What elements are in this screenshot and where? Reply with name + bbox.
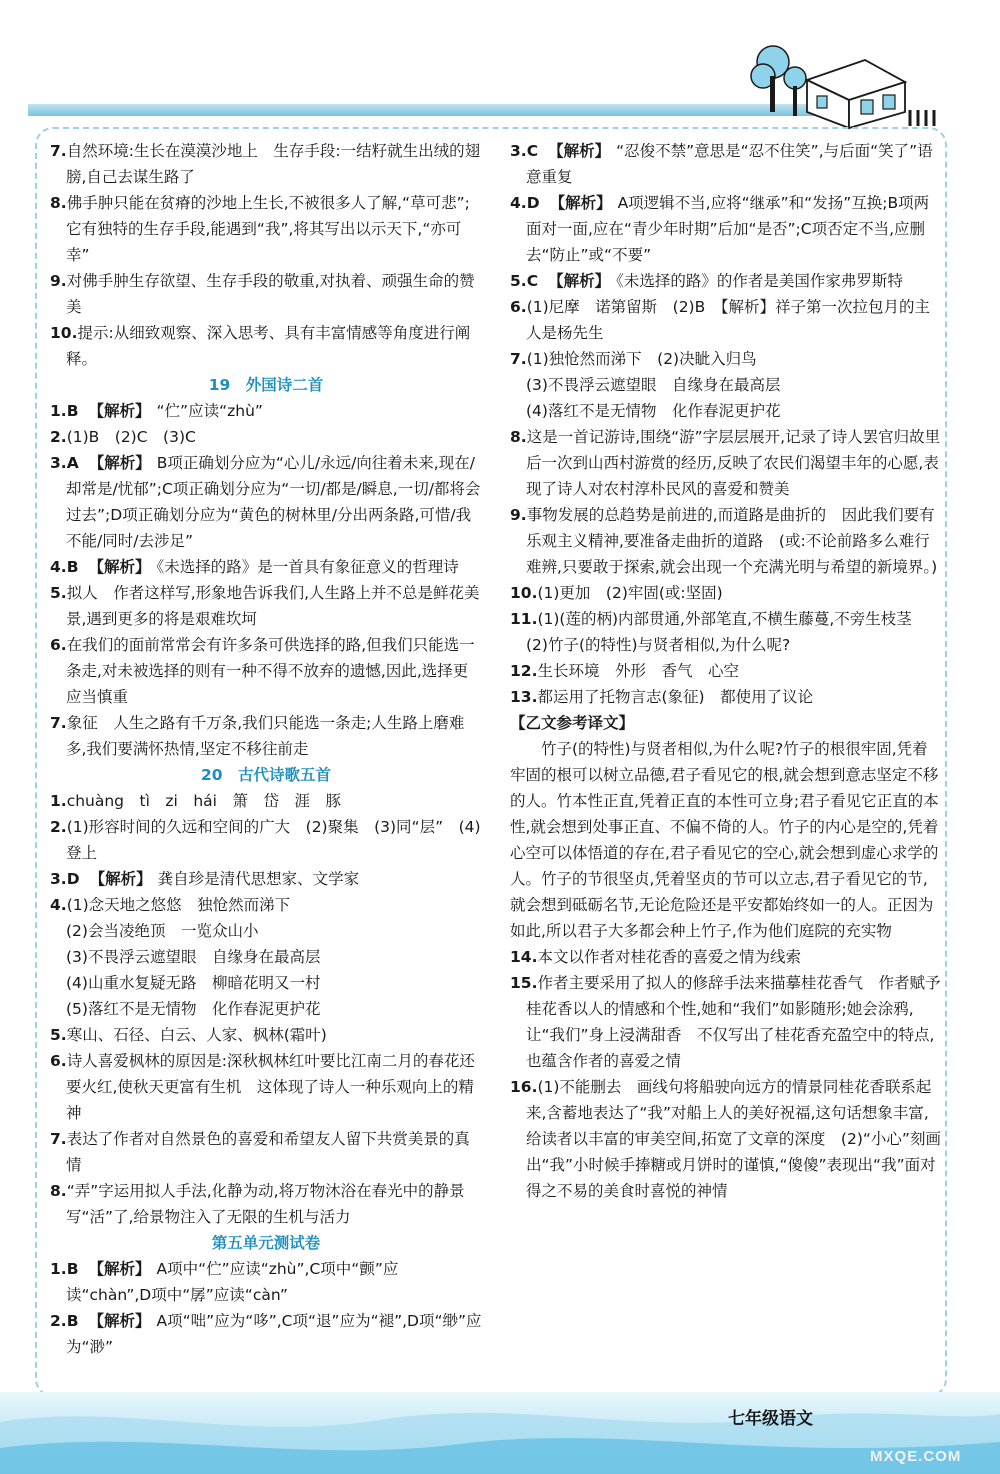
- answer-text: 都运用了托物言志(象征) 都使用了议论: [537, 688, 814, 706]
- question-number: 7.: [50, 1130, 67, 1148]
- answer-item: [50, 866, 482, 892]
- analysis-tag: 【解析】: [88, 558, 151, 576]
- answer-text: (1)独怆然而涕下 (2)决眦入归鸟: [526, 350, 757, 368]
- question-number: 11.: [510, 610, 538, 628]
- answer-subline: (3)不畏浮云遮望眼 自缘身在最高层: [66, 948, 321, 966]
- answer-subline: (5)落红不是无情物 化作春泥更护花: [66, 1000, 321, 1018]
- translation-paragraph: 竹子(的特性)与贤者相似,为什么呢?竹子的根很牢固,凭着牢固的根可以树立品德,君子看见它的根,就会想到意志坚定不移的人。竹本性正直,凭着正直的本性可立身;君子看见它正直的本性,就会想到处事正直、不偏不倚的人。竹子的内心是空的,凭着心空可以体悟道的存在,君子看见它的空心,就会想到虚心求学的人。竹子的节很坚贞,凭着坚贞的节可以立志,君子看见它的节,就会想到砥砺名节,无论危险还是平安都始终如一的人。正因为如此,所以君子大多都会种上竹子,作为他们庭院的充实物: [510, 740, 939, 940]
- question-number: 3.: [50, 870, 67, 888]
- answer-text: “忍俊不禁”意思是“忍不住笑”,与后面“笑了”语意重复: [526, 142, 933, 186]
- answer-item: [50, 450, 482, 554]
- question-number: 2.: [50, 1312, 67, 1330]
- answer-text: (1)B (2)C (3)C: [66, 428, 196, 446]
- answer-text: 提示:从细致观察、深入思考、具有丰富情感等角度进行阐释。: [66, 324, 471, 368]
- answer-text: 寒山、石径、白云、人家、枫林(霜叶): [66, 1026, 327, 1044]
- answer-column-right: [510, 138, 942, 1204]
- translation-heading: 【乙文参考译文】: [510, 714, 635, 732]
- question-number: 2.: [50, 818, 67, 836]
- question-number: 5.: [50, 584, 67, 602]
- answer-item: [50, 320, 482, 372]
- answer-text: 自然环境:生长在漠漠沙地上 生存手段:一结籽就生出绒的翅膀,自己去谋生路了: [66, 142, 481, 186]
- answer-text: (1)形容时间的久远和空间的广大 (2)聚集 (3)同“层” (4)登上: [66, 818, 481, 862]
- answer-item: [510, 294, 942, 346]
- answer-item: [510, 606, 942, 632]
- answer-item: [50, 1178, 482, 1230]
- question-number: 1.: [50, 1260, 67, 1278]
- answer-subline: (2)竹子(的特性)与贤者相似,为什么呢?: [526, 636, 791, 654]
- question-number: 15.: [510, 974, 538, 992]
- analysis-tag: 【解析】: [88, 402, 151, 420]
- answer-text: 作者主要采用了拟人的修辞手法来描摹桂花香气 作者赋予桂花香以人的情感和个性,她和“我们”如影随形;她会涂鸦,让“我们”身上浸满甜香 不仅写出了桂花香充盈空中的特点,也蕴含作者的喜爱之情: [526, 974, 941, 1070]
- question-number: 6.: [50, 636, 67, 654]
- answer-item: [50, 398, 482, 424]
- answer-item: [510, 944, 942, 970]
- answer-text: “伫”应读“zhù”: [156, 402, 263, 420]
- section-title: 第五单元测试卷: [211, 1234, 321, 1252]
- question-number: 10.: [510, 584, 538, 602]
- house-tree-illustration: [745, 40, 945, 130]
- question-number: 4.: [510, 194, 527, 212]
- question-number: 2.: [50, 428, 67, 446]
- answer-item: [510, 1074, 942, 1204]
- answer-subline: (4)山重水复疑无路 柳暗花明又一村: [66, 974, 321, 992]
- question-number: 5.: [50, 1026, 67, 1044]
- answer-item: [50, 1256, 482, 1308]
- answer-text: 事物发展的总趋势是前进的,而道路是曲折的 因此我们要有乐观主义精神,要准备走曲折的道路 (或:不论前路多么难行难辨,只要敢于探索,就会出现一个充满光明与希望的新境界。): [526, 506, 938, 576]
- answer-subline: (3)不畏浮云遮望眼 自缘身在最高层: [526, 376, 781, 394]
- question-number: 10.: [50, 324, 78, 342]
- answer-text: 这是一首记游诗,围绕“游”字层层展开,记录了诗人罢官归故里后一次到山西村游赏的经历,反映了农民们渴望丰年的心愿,表现了诗人对农村淳朴民风的喜爱和赞美: [526, 428, 941, 498]
- question-number: 8.: [510, 428, 527, 446]
- analysis-tag: 【解析】: [88, 1312, 151, 1330]
- answer-item: [510, 424, 942, 502]
- analysis-tag: 【解析】: [548, 272, 611, 290]
- question-number: 6.: [510, 298, 527, 316]
- question-number: 8.: [50, 194, 67, 212]
- answer-text: 龚自珍是清代思想家、文学家: [157, 870, 360, 888]
- question-number: 14.: [510, 948, 538, 966]
- footer-band: [0, 1392, 1000, 1474]
- question-number: 7.: [510, 350, 527, 368]
- answer-text: chuàng tì zi hái 箫 岱 涯 豚: [66, 792, 341, 810]
- question-number: 12.: [510, 662, 538, 680]
- answer-item: [50, 632, 482, 710]
- answer-subline: (2)会当凌绝顶 一览众山小: [66, 922, 259, 940]
- analysis-tag: 【解析】: [88, 454, 151, 472]
- answer-text: (1)更加 (2)牢固(或:坚固): [537, 584, 723, 602]
- answer-text: 拟人 作者这样写,形象地告诉我们,人生路上并不总是鲜花美景,遇到更多的将是艰难坎坷: [66, 584, 480, 628]
- answer-item: [50, 1048, 482, 1126]
- question-number: 6.: [50, 1052, 67, 1070]
- answer-text: 本文以作者对桂花香的喜爱之情为线索: [537, 948, 801, 966]
- answer-item: [510, 268, 942, 294]
- answer-item: [510, 970, 942, 1074]
- answer-text: 在我们的面前常常会有许多条可供选择的路,但我们只能选一条走,对未被选择的则有一种不得不放弃的遗憾,因此,选择更应当慎重: [66, 636, 475, 706]
- answer-text: (1)念天地之悠悠 独怆然而涕下: [66, 896, 291, 914]
- answer-item: [510, 346, 942, 372]
- section-title: 20 古代诗歌五首: [200, 766, 332, 784]
- answer-item: [50, 580, 482, 632]
- question-number: 7.: [50, 142, 67, 160]
- answer-choice: C: [526, 272, 539, 290]
- answer-text: 诗人喜爱枫林的原因是:深秋枫林红叶要比江南二月的春花还要火红,使秋天更富有生机 这体现了诗人一种乐观向上的精神: [66, 1052, 475, 1122]
- question-number: 1.: [50, 402, 67, 420]
- footer-wave-decoration: [0, 1392, 1000, 1474]
- answer-item: [50, 424, 482, 450]
- answer-item: [50, 138, 482, 190]
- answer-text: “弄”字运用拟人手法,化静为动,将万物沐浴在春光中的静景写“活”了,给景物注入了无限的生机与活力: [66, 1182, 465, 1226]
- analysis-tag: 【解析】: [88, 1260, 151, 1278]
- answer-column-left: [50, 138, 482, 1360]
- question-number: 5.: [510, 272, 527, 290]
- answer-item: [50, 892, 482, 918]
- analysis-tag: 【解析】: [548, 142, 611, 160]
- answer-text: A项中“伫”应读“zhù”,C项中“颤”应读“chàn”,D项中“孱”应读“càn”: [66, 1260, 399, 1304]
- answer-text: B项正确划分应为“心儿/永远/向往着未来,现在/却常是/忧郁”;C项正确划分应为“一切/都是/瞬息,一切/都将会过去”;D项正确划分应为“黄色的树林里/分出两条路,可惜/我不能/同时/去涉足”: [66, 454, 481, 550]
- section-title: 19 外国诗二首: [208, 376, 324, 394]
- answer-subline: (4)落红不是无情物 化作春泥更护花: [526, 402, 781, 420]
- answer-choice: D: [526, 194, 540, 212]
- answer-item: [50, 190, 482, 268]
- question-number: 16.: [510, 1078, 538, 1096]
- answer-text: (1)不能删去 画线句将船驶向远方的情景同桂花香联系起来,含蓄地表达了“我”对船上人的美好祝福,这句话想象丰富,给读者以丰富的审美空间,拓宽了文章的深度 (2)“小心”刻画出“我”小时候手捧糖或月饼时的谨慎,“傻傻”表现出“我”面对得之不易的美食时喜悦的神情: [526, 1078, 941, 1200]
- answer-item: [510, 502, 942, 580]
- answer-text: 生长环境 外形 香气 心空: [537, 662, 739, 680]
- answer-item: [50, 554, 482, 580]
- analysis-tag: 【解析】: [89, 870, 152, 888]
- answer-choice: B: [66, 402, 79, 420]
- question-number: 4.: [50, 896, 67, 914]
- answer-text: (1)尼摩 诺第留斯 (2)B 【解析】祥子第一次拉包月的主人是杨先生: [526, 298, 930, 342]
- answer-item: [50, 814, 482, 866]
- question-number: 9.: [510, 506, 527, 524]
- answer-item: [50, 1126, 482, 1178]
- header-band: [28, 104, 828, 116]
- question-number: 7.: [50, 714, 67, 732]
- answer-item: [510, 684, 942, 710]
- answer-text: (1)(莲的柄)内部贯通,外部笔直,不横生藤蔓,不旁生枝茎: [537, 610, 912, 628]
- answer-choice: A: [66, 454, 79, 472]
- answer-text: 表达了作者对自然景色的喜爱和希望友人留下共赏美景的真情: [66, 1130, 470, 1174]
- watermark-text: MXQE.COM: [870, 1448, 962, 1465]
- answer-item: [50, 788, 482, 814]
- answer-item: [510, 658, 942, 684]
- answer-item: [510, 580, 942, 606]
- question-number: 3.: [50, 454, 67, 472]
- answer-text: 佛手肿只能在贫瘠的沙地上生长,不被很多人了解,“草可悲”;它有独特的生存手段,能遇到“我”,将其写出以示天下,“亦可幸”: [66, 194, 470, 264]
- answer-choice: B: [66, 1260, 79, 1278]
- question-number: 4.: [50, 558, 67, 576]
- answer-item: [50, 268, 482, 320]
- answer-text: 《未选择的路》的作者是美国作家弗罗斯特: [616, 272, 903, 290]
- answer-text: 《未选择的路》是一首具有象征意义的哲理诗: [156, 558, 459, 576]
- question-number: 3.: [510, 142, 527, 160]
- question-number: 8.: [50, 1182, 67, 1200]
- question-number: 1.: [50, 792, 67, 810]
- answer-choice: B: [66, 1312, 79, 1330]
- answer-text: 象征 人生之路有千万条,我们只能选一条走;人生路上磨难多,我们要满怀热情,坚定不移往前走: [66, 714, 465, 758]
- answer-item: [510, 190, 942, 268]
- answer-text: A项逻辑不当,应将“继承”和“发扬”互换;B项两面对一面,应在“青少年时期”后加“是否”;C项否定不当,应删去“防止”或“不要”: [526, 194, 930, 264]
- answer-item: [50, 1308, 482, 1360]
- analysis-tag: 【解析】: [549, 194, 612, 212]
- question-number: 13.: [510, 688, 538, 706]
- answer-choice: C: [526, 142, 539, 160]
- answer-item: [50, 1022, 482, 1048]
- question-number: 9.: [50, 272, 67, 290]
- answer-choice: D: [66, 870, 80, 888]
- answer-choice: B: [66, 558, 79, 576]
- answer-text: 对佛手肿生存欲望、生存手段的敬重,对执着、顽强生命的赞美: [66, 272, 475, 316]
- answer-text: A项“咄”应为“哆”,C项“退”应为“褪”,D项“缈”应为“渺”: [66, 1312, 482, 1356]
- grade-subject-label: 七年级语文: [728, 1409, 813, 1429]
- answer-item: [510, 138, 942, 190]
- answer-item: [50, 710, 482, 762]
